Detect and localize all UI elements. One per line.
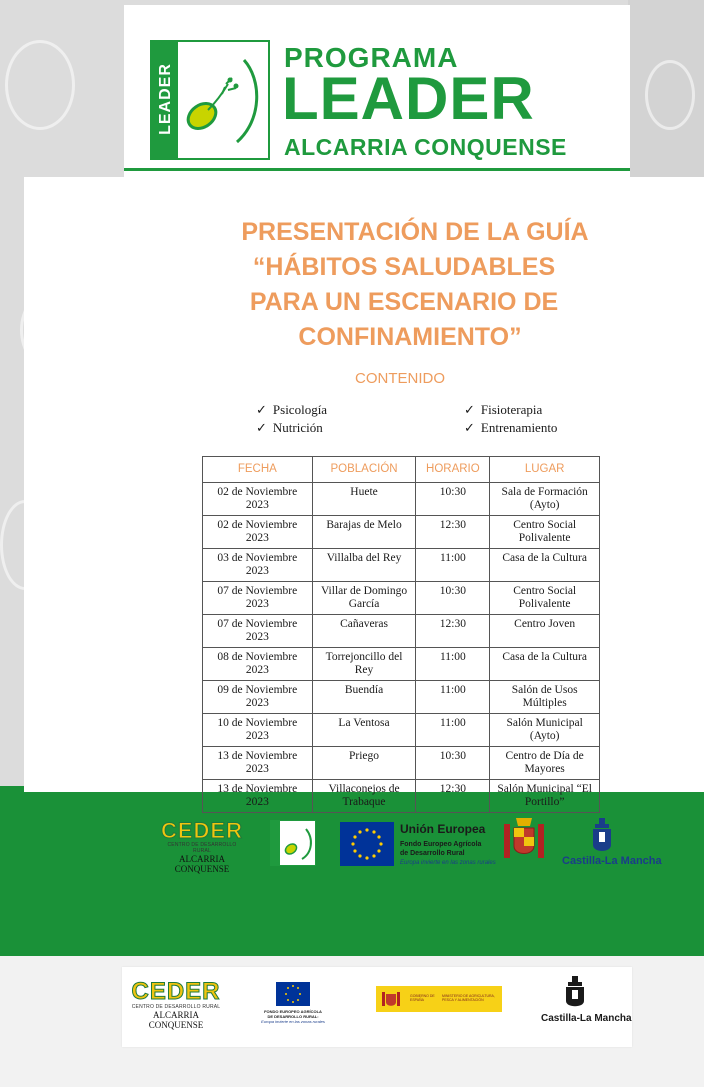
title-line-2: “HÁBITOS SALUDABLES	[252, 253, 556, 281]
table-cell: La Ventosa	[312, 714, 416, 747]
table-row	[203, 747, 600, 780]
table-cell: Villalba del Rey	[312, 549, 416, 582]
table-row	[203, 483, 600, 516]
table-cell: Salón Municipal “El Portillo”	[490, 780, 600, 813]
ceder-logo-caption: CENTRO DE DESARROLLO RURAL	[167, 842, 237, 854]
table-cell: 08 de Noviembre 2023	[203, 648, 313, 681]
table-cell: Huete	[312, 483, 416, 516]
table-row	[203, 549, 600, 582]
column-header: POBLACIÓN	[312, 457, 416, 483]
list-item: ✓ Fisioterapia	[464, 402, 543, 417]
leaf-icon	[282, 825, 314, 863]
check-icon: ✓	[464, 420, 475, 435]
title-line-4: CONFINAMIENTO”	[298, 323, 522, 351]
title-line-1: PRESENTACIÓN DE LA GUÍA	[241, 218, 589, 246]
table-cell: 07 de Noviembre 2023	[203, 615, 313, 648]
footer-ceder-region: ALCARRIA CONQUENSE	[148, 1010, 204, 1030]
castilla-la-mancha-text: Castilla-La Mancha	[562, 855, 662, 867]
eu-title: Unión Europea	[400, 822, 486, 836]
table-cell: 10:30	[416, 582, 490, 615]
table-cell: 02 de Noviembre 2023	[203, 483, 313, 516]
table-row	[203, 681, 600, 714]
column-header: HORARIO	[416, 457, 490, 483]
table-cell: Cañaveras	[312, 615, 416, 648]
ceder-logo-text: CEDER	[160, 818, 243, 843]
table-row	[203, 582, 600, 615]
table-cell: 11:00	[416, 549, 490, 582]
table-cell: 09 de Noviembre 2023	[203, 681, 313, 714]
table-row	[203, 780, 600, 813]
table-cell: Casa de la Cultura	[490, 648, 600, 681]
table-header-row	[203, 457, 600, 483]
table-cell: 02 de Noviembre 2023	[203, 516, 313, 549]
check-icon: ✓	[256, 402, 267, 417]
program-region: ALCARRIA CONQUENSE	[284, 134, 567, 160]
ministry-label: MINISTERIO DE AGRICULTURA, PESCA Y ALIMENTACIÓN	[442, 994, 495, 1002]
table-cell: Centro Social Polivalente	[490, 582, 600, 615]
table-cell: Salón Municipal (Ayto)	[490, 714, 600, 747]
page-title	[130, 215, 700, 355]
table-cell: Villar de Domingo García	[312, 582, 416, 615]
table-cell: 07 de Noviembre 2023	[203, 582, 313, 615]
table-cell: 13 de Noviembre 2023	[203, 780, 313, 813]
table-cell: Salón de Usos Múltiples	[490, 681, 600, 714]
table-cell: 13 de Noviembre 2023	[203, 747, 313, 780]
column-header: LUGAR	[490, 457, 600, 483]
eu-slogan: Europa invierte en las zonas rurales	[400, 860, 496, 866]
leader-logo	[150, 40, 270, 160]
title-line-3: PARA UN ESCENARIO DE	[249, 288, 559, 316]
decorative-pattern	[645, 60, 695, 130]
table-cell: 03 de Noviembre 2023	[203, 549, 313, 582]
program-label: PROGRAMA	[284, 42, 459, 73]
table-cell: 11:00	[416, 681, 490, 714]
list-item: ✓ Entrenamiento	[464, 420, 558, 435]
table-cell: Centro Joven	[490, 615, 600, 648]
table-cell: Sala de Formación (Ayto)	[490, 483, 600, 516]
table-cell: Centro de Día de Mayores	[490, 747, 600, 780]
eu-fund-line-2: de Desarrollo Rural	[400, 850, 465, 857]
table-cell: Buendía	[312, 681, 416, 714]
footer-spain-coat-of-arms-icon	[380, 988, 402, 1010]
list-item: ✓ Nutrición	[256, 420, 323, 435]
footer-ceder-caption: CENTRO DE DESARROLLO RURAL	[131, 1004, 221, 1010]
eu-flag-icon	[340, 822, 394, 866]
ceder-logo-region: ALCARRIA CONQUENSE	[174, 854, 230, 874]
table-cell: 12:30	[416, 615, 490, 648]
leaf-icon	[182, 50, 266, 154]
leader-small-logo	[270, 820, 316, 866]
table-row	[203, 615, 600, 648]
footer-castilla-la-mancha-text: Castilla-La Mancha	[541, 1013, 632, 1024]
footer-eu-flag-icon	[276, 982, 310, 1006]
leader-logo-text: LEADER	[157, 63, 174, 135]
column-header: FECHA	[203, 457, 313, 483]
footer-castilla-la-mancha-crest-icon	[564, 976, 586, 1010]
castilla-la-mancha-crest-icon	[590, 818, 614, 854]
table-cell: Priego	[312, 747, 416, 780]
table-cell: 12:30	[416, 780, 490, 813]
table-row	[203, 516, 600, 549]
program-name: LEADER	[282, 65, 535, 132]
gobierno-label: GOBIERNO DE ESPAÑA	[410, 994, 435, 1002]
check-icon: ✓	[464, 402, 475, 417]
table-cell: 12:30	[416, 516, 490, 549]
table-row	[203, 648, 600, 681]
eu-fund-line-1: Fondo Europeo Agrícola	[400, 841, 482, 848]
table-cell: 10 de Noviembre 2023	[203, 714, 313, 747]
footer-ceder-logo	[126, 980, 226, 1030]
decorative-pattern	[5, 40, 75, 130]
table-cell: Centro Social Polivalente	[490, 516, 600, 549]
schedule-table	[202, 456, 600, 813]
footer-ceder-logo-text: CEDER	[131, 978, 221, 1005]
table-row	[203, 714, 600, 747]
table-cell: Torrejoncillo del Rey	[312, 648, 416, 681]
table-cell: Casa de la Cultura	[490, 549, 600, 582]
contenido-heading: CONTENIDO	[355, 370, 445, 387]
table-cell: 10:30	[416, 747, 490, 780]
footer-feader-text: FONDO EUROPEO AGRÍCOLA DE DESARROLLO RURAL: Europa invierte en las zonas rurales	[261, 1009, 325, 1024]
spain-coat-of-arms-icon	[500, 814, 548, 866]
table-cell: Villaconejos de Trabaque	[312, 780, 416, 813]
ceder-logo	[160, 820, 244, 874]
list-item: ✓ Psicología	[256, 402, 328, 417]
header-divider	[124, 168, 630, 171]
table-cell: 11:00	[416, 648, 490, 681]
table-cell: 11:00	[416, 714, 490, 747]
table-cell: 10:30	[416, 483, 490, 516]
check-icon: ✓	[256, 420, 267, 435]
table-cell: Barajas de Melo	[312, 516, 416, 549]
